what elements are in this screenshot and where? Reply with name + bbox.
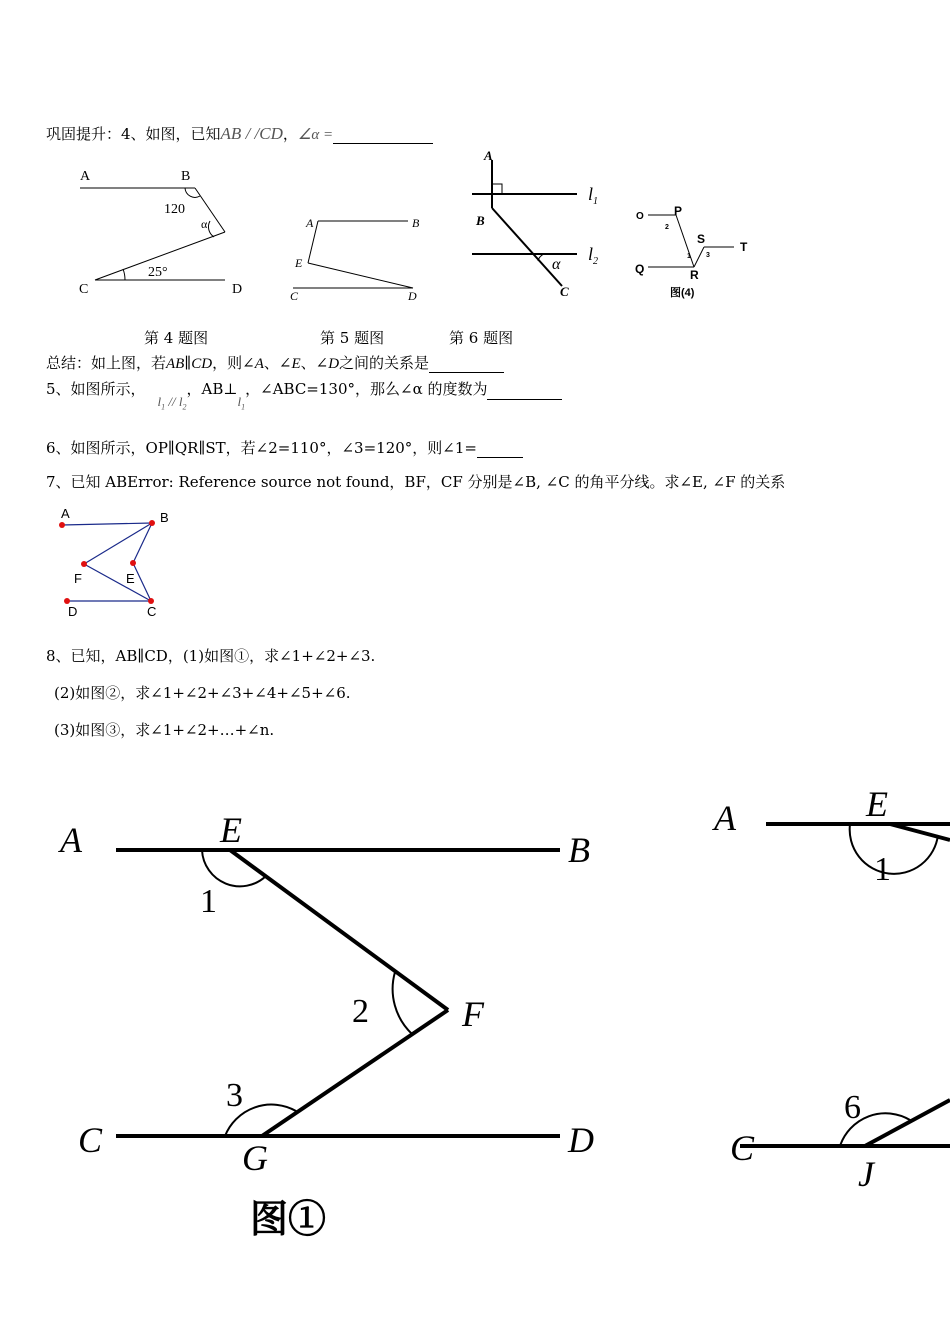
question-8-line-2: (2)如图②，求∠1+∠2+∠3+∠4+∠5+∠6.: [54, 684, 351, 702]
q5-l1b-math: $l_1$: [237, 394, 246, 412]
question-7: 7、已知 ABError: Reference source not found，BF，CF 分别是∠B, ∠C 的角平分线。求∠E, ∠F 的关系: [46, 473, 786, 491]
figure-q7: [55, 505, 185, 620]
fig1-num-3: 3: [226, 1077, 243, 1114]
q7-label-E: E: [126, 571, 135, 586]
small-label-O: O: [636, 211, 644, 222]
answer-blank: [477, 443, 523, 458]
summary-text-4: 、∠: [263, 354, 292, 372]
fig5-label-B: B: [412, 216, 420, 230]
fig2-num-1: 1: [874, 851, 891, 888]
fig5-label-D: D: [408, 289, 417, 303]
figure-q5: [288, 213, 428, 303]
fig6-label-A: A: [484, 148, 493, 163]
figure-q6: [472, 148, 612, 298]
q5-text-4: ，∠ABC=130°，那么∠α 的度数为: [245, 380, 488, 398]
q7-label-B: B: [160, 510, 169, 525]
fig5-label-C: C: [290, 289, 299, 303]
q5-text-1: 5、如图所示，: [46, 380, 146, 398]
answer-blank: [333, 129, 433, 144]
fig2-label-C: C: [730, 1128, 755, 1168]
small-label-Q: Q: [635, 262, 645, 276]
fig5-label-A: A: [306, 216, 314, 230]
small-num-1: 1: [687, 253, 691, 260]
summary-text-6: 之间的关系是: [339, 354, 430, 372]
summary-math-AB: AB: [166, 356, 185, 372]
question-6: [46, 437, 523, 458]
fig1-num-1: 1: [200, 883, 217, 920]
summary-math-CD: CD: [191, 356, 213, 372]
q7-label-A: A: [61, 506, 70, 521]
summary-text-1: 总结：如上图，若: [46, 354, 167, 372]
summary-math-D: D: [328, 356, 340, 372]
question-4: [46, 123, 433, 144]
answer-blank: [429, 358, 504, 373]
fig2-label-E: E: [866, 784, 888, 824]
question-8-line-1: 8、已知，AB∥CD，(1)如图①，求∠1+∠2+∠3.: [46, 647, 376, 665]
fig5-label-E: E: [295, 256, 303, 270]
q4-angle: ∠α =: [297, 127, 334, 143]
fig4-label-C: C: [79, 282, 89, 297]
fig6-alpha: α: [552, 256, 561, 273]
q5-l1-math: $l_1 // l_2$: [157, 394, 187, 412]
q7-label-F: F: [74, 571, 82, 586]
fig6-label-l2: $l_2$: [588, 244, 599, 267]
small-label-S: S: [697, 232, 706, 246]
figure-1: [50, 790, 630, 1250]
figure-q4: [70, 165, 250, 305]
q4-prefix: 巩固提升：4、如图，已知: [46, 125, 221, 143]
q7-label-D: D: [68, 604, 78, 619]
summary-text-3: ，则∠: [212, 354, 255, 372]
fig4-label-B: B: [181, 169, 191, 184]
fig1-label-G: G: [242, 1138, 268, 1178]
fig1-label-D: D: [568, 1120, 594, 1160]
fig4-label-D: D: [232, 282, 243, 297]
fig1-label-A: A: [60, 820, 82, 860]
summary-text-5: 、∠: [300, 354, 329, 372]
small-caption: 图(4): [670, 287, 695, 299]
caption-fig6: 第 6 题图: [449, 329, 514, 347]
caption-fig5: 第 5 题图: [320, 329, 385, 347]
q7-label-C: C: [147, 604, 157, 619]
small-num-2: 2: [665, 224, 669, 231]
small-label-P: P: [674, 204, 683, 218]
fig4-label-A: A: [80, 169, 91, 184]
fig2-label-J: J: [858, 1154, 874, 1194]
fig6-label-l1: $l_1$: [588, 184, 599, 207]
q4-sep: ，: [282, 125, 298, 143]
fig1-label-B: B: [568, 830, 590, 870]
summary: [46, 352, 504, 373]
question-5: [46, 378, 562, 412]
fig4-alpha: α: [201, 217, 208, 231]
fig2-num-6: 6: [844, 1089, 861, 1126]
caption-fig4: 第 4 题图: [144, 329, 209, 347]
q4-math: AB / /CD: [220, 124, 283, 143]
fig2-label-A: A: [714, 798, 736, 838]
q5-text-3: ，AB⊥: [186, 380, 238, 398]
q6-text: 6、如图所示，OP∥QR∥ST，若∠2=110°，∠3=120°，则∠1=: [46, 439, 477, 457]
fig1-label-C: C: [78, 1120, 103, 1160]
fig1-label-E: E: [220, 810, 242, 850]
summary-parallel: ∥: [184, 354, 192, 372]
fig1-label-F: F: [462, 994, 484, 1034]
small-label-T: T: [740, 240, 748, 254]
fig6-label-C: C: [560, 284, 569, 299]
question-8-line-3: (3)如图③，求∠1+∠2+…+∠n.: [54, 721, 275, 739]
fig1-caption: 图①: [250, 1199, 327, 1241]
figure-2: [710, 780, 950, 1200]
summary-math-E: E: [291, 356, 301, 372]
fig1-num-2: 2: [352, 993, 369, 1030]
small-num-3: 3: [706, 252, 710, 259]
fig4-angle-120: 120: [164, 202, 185, 217]
answer-blank: [487, 385, 562, 400]
figure-small-4: [634, 203, 764, 303]
small-label-R: R: [690, 268, 699, 282]
summary-math-A: A: [254, 356, 264, 372]
fig4-angle-25: 25°: [148, 265, 168, 280]
fig6-label-B: B: [476, 213, 485, 228]
